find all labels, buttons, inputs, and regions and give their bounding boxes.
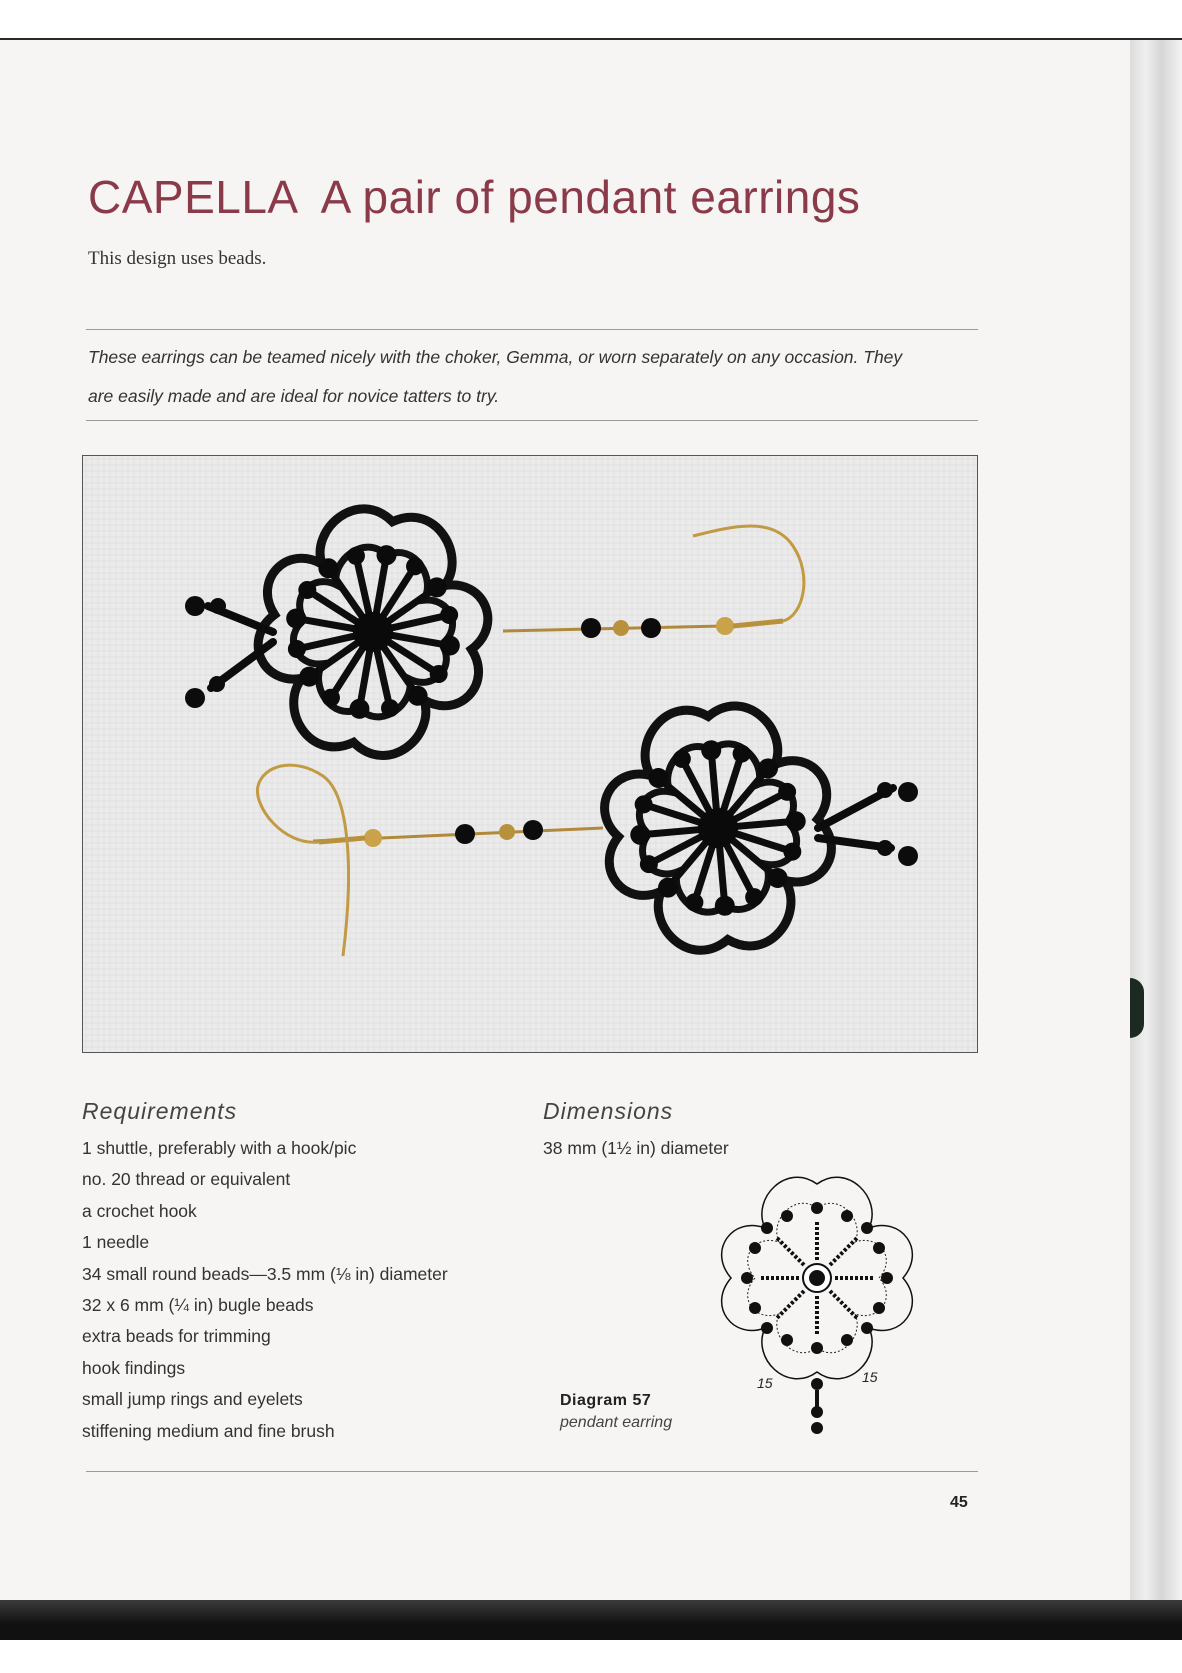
list-item: 1 needle	[82, 1232, 150, 1253]
list-item: 1 shuttle, preferably with a hook/pic	[82, 1138, 357, 1158]
title-main: CAPELLA	[88, 171, 299, 223]
divider-intro	[86, 420, 978, 421]
intro-line-1: These earrings can be teamed nicely with the choker, Gemma, or worn separately on any occasion. They	[88, 347, 903, 367]
earrings-photo	[82, 455, 978, 1053]
requirements-list	[82, 1133, 448, 1447]
page-title	[88, 170, 860, 224]
earrings-illustration	[83, 456, 977, 1052]
page-subtitle: This design uses beads.	[88, 248, 267, 269]
dimensions-value: 38 mm (1½ in) diameter	[543, 1138, 729, 1158]
list-item: 34 small round beads—3.5 mm (⅛ in) diameter	[82, 1263, 448, 1284]
list-item: 32 x 6 mm (¼ in) bugle beads	[82, 1294, 314, 1315]
list-item: extra beads for trimming	[82, 1326, 271, 1347]
diagram-label: Diagram 57	[560, 1392, 652, 1409]
list-item: a crochet hook	[82, 1200, 197, 1221]
list-item: small jump rings and eyelets	[82, 1389, 303, 1410]
count-right: 15	[862, 1369, 878, 1385]
divider-top	[86, 329, 978, 330]
title-sub: A pair of pendant earrings	[320, 171, 861, 223]
dimensions-heading: Dimensions	[543, 1098, 674, 1124]
bottom-margin	[0, 1640, 1182, 1673]
bookmark-tab	[1130, 978, 1144, 1038]
divider-bottom	[86, 1471, 978, 1472]
list-item: no. 20 thread or equivalent	[82, 1169, 291, 1190]
page-stack-edge	[1130, 40, 1182, 1640]
bottom-shadow	[0, 1600, 1182, 1640]
diagram-caption: pendant earring	[560, 1414, 673, 1431]
intro-line-2: are easily made and are ideal for novice tatters to try.	[88, 386, 500, 406]
intro-text	[88, 338, 988, 416]
requirements-heading: Requirements	[82, 1098, 238, 1124]
list-item: stiffening medium and fine brush	[82, 1420, 335, 1441]
count-left: 15	[757, 1375, 773, 1391]
list-item: hook findings	[82, 1357, 186, 1378]
top-edge	[0, 0, 1182, 40]
page-number: 45	[950, 1494, 968, 1511]
pendant-earring-diagram	[712, 1170, 932, 1440]
